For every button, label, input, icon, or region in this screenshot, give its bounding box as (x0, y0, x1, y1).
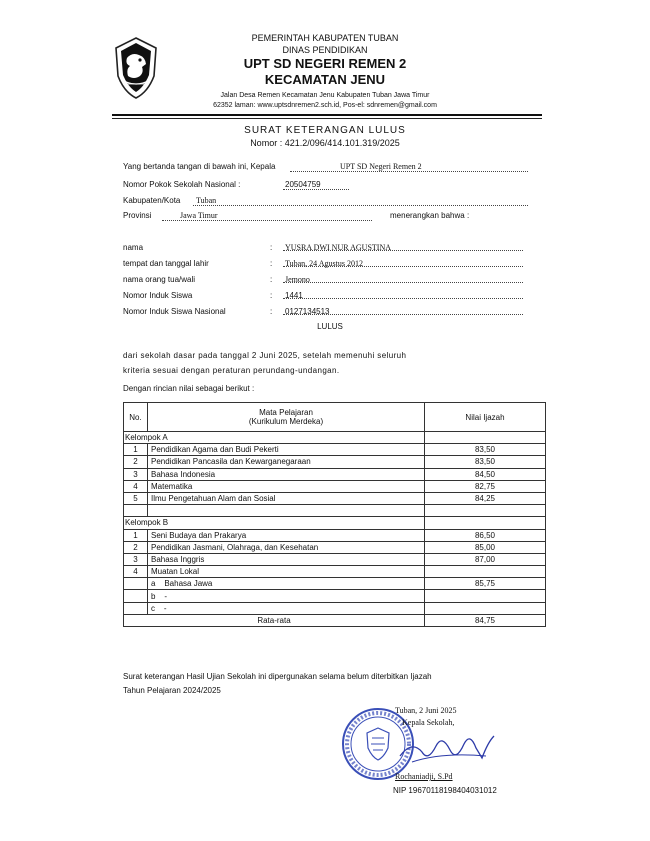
body-line-1: dari sekolah dasar pada tanggal 2 Juni 2025, setelah memenuhi seluruh (123, 351, 407, 360)
footer-note-2: Tahun Pelajaran 2024/2025 (123, 686, 221, 695)
table-row: 1 Seni Budaya dan Prakarya 86,50 (124, 529, 546, 541)
col-subject-sub: (Kurikulum Merdeka) (248, 417, 324, 426)
table-row: 2 Pendidikan Pancasila dan Kewarganegaraan 83,50 (124, 456, 546, 468)
signer-label: Yang bertanda tangan di bawah ini, Kepala (123, 162, 276, 171)
group-a-label: Kelompok A (124, 432, 425, 444)
signature-place-date: Tuban, 2 Juni 2025 (395, 706, 457, 715)
student-label: tempat dan tanggal lahir (123, 259, 209, 268)
student-label: Nomor Induk Siswa Nasional (123, 307, 226, 316)
student-name: YUSRA DWI NUR AGUSTINA (285, 243, 392, 252)
signer-name: Rochaniadji, S.Pd (395, 772, 453, 781)
declares-text: menerangkan bahwa : (390, 211, 470, 220)
col-no: No. (124, 403, 148, 432)
gov-line: PEMERINTAH KABUPATEN TUBAN (251, 33, 399, 43)
student-label: nama (123, 243, 144, 252)
province-label: Provinsi (123, 211, 152, 220)
table-row: a Bahasa Jawa 85,75 (124, 578, 546, 590)
city-label: Kabupaten/Kota (123, 196, 181, 205)
document-title: SURAT KETERANGAN LULUS (244, 125, 406, 136)
grades-table (123, 402, 546, 627)
graduation-status: LULUS (317, 322, 343, 331)
student-label: nama orang tua/wali (123, 275, 196, 284)
letterhead-divider-thin (112, 118, 542, 119)
table-row: 3 Bahasa Indonesia 84,50 (124, 468, 546, 480)
details-intro: Dengan rincian nilai sebagai berikut : (123, 384, 255, 393)
group-b-label: Kelompok B (124, 517, 425, 529)
signer-nip: NIP 19670118198404031012 (393, 786, 497, 795)
school-name: UPT SD NEGERI REMEN 2 (243, 56, 407, 71)
district-name: KECAMATAN JENU (264, 72, 386, 87)
document-number: Nomor : 421.2/096/414.101.319/2025 (250, 138, 400, 148)
city-value: Tuban (196, 196, 217, 205)
letterhead-divider (112, 114, 542, 116)
table-row: 5 Ilmu Pengetahuan Alam dan Sosial 84,25 (124, 492, 546, 504)
table-row: c - (124, 602, 546, 614)
student-birth: Tuban, 24 Agustus 2012 (285, 259, 363, 268)
table-header (124, 403, 546, 432)
col-grade: Nilai Ijazah (425, 403, 546, 432)
handwritten-signature (392, 722, 502, 772)
student-parent: Jemono (285, 275, 310, 284)
footer-note-1: Surat keterangan Hasil Ujian Sekolah ini dipergunakan selama belum diterbitkan Ijazah (123, 672, 432, 681)
student-nisn: 0127134513 (285, 307, 330, 316)
table-row: 3 Bahasa Inggris 87,00 (124, 553, 546, 565)
npsn-value: 20504759 (285, 180, 321, 189)
school-address: Jalan Desa Remen Kecamatan Jenu Kabupaten Tuban Jawa Timur (220, 92, 430, 99)
table-row: 4 Matematika 82,75 (124, 480, 546, 492)
npsn-label: Nomor Pokok Sekolah Nasional : (123, 180, 241, 189)
table-row: 1 Pendidikan Agama dan Budi Pekerti 83,50 (124, 444, 546, 456)
school-contact: 62352 laman: www.uptsdnremen2.sch.id, Pos-el: sdnremen@gmail.com (213, 102, 437, 109)
province-value: Jawa Timur (180, 211, 218, 220)
agency-line: DINAS PENDIDIKAN (282, 45, 368, 55)
table-row: b - (124, 590, 546, 602)
signer-value: UPT SD Negeri Remen 2 (340, 162, 422, 171)
col-subject: Mata Pelajaran (259, 408, 313, 417)
school-logo (112, 36, 160, 100)
student-label: Nomor Induk Siswa (123, 291, 193, 300)
student-nis: 1441 (285, 291, 303, 300)
average-row: Rata-rata 84,75 (124, 614, 546, 626)
signature-position: Kepala Sekolah, (402, 718, 455, 727)
table-row: 2 Pendidikan Jasmani, Olahraga, dan Kesehatan 85,00 (124, 541, 546, 553)
body-line-2: kriteria sesuai dengan peraturan perundang-undangan. (123, 366, 340, 375)
table-row: 4 Muatan Lokal (124, 566, 546, 578)
